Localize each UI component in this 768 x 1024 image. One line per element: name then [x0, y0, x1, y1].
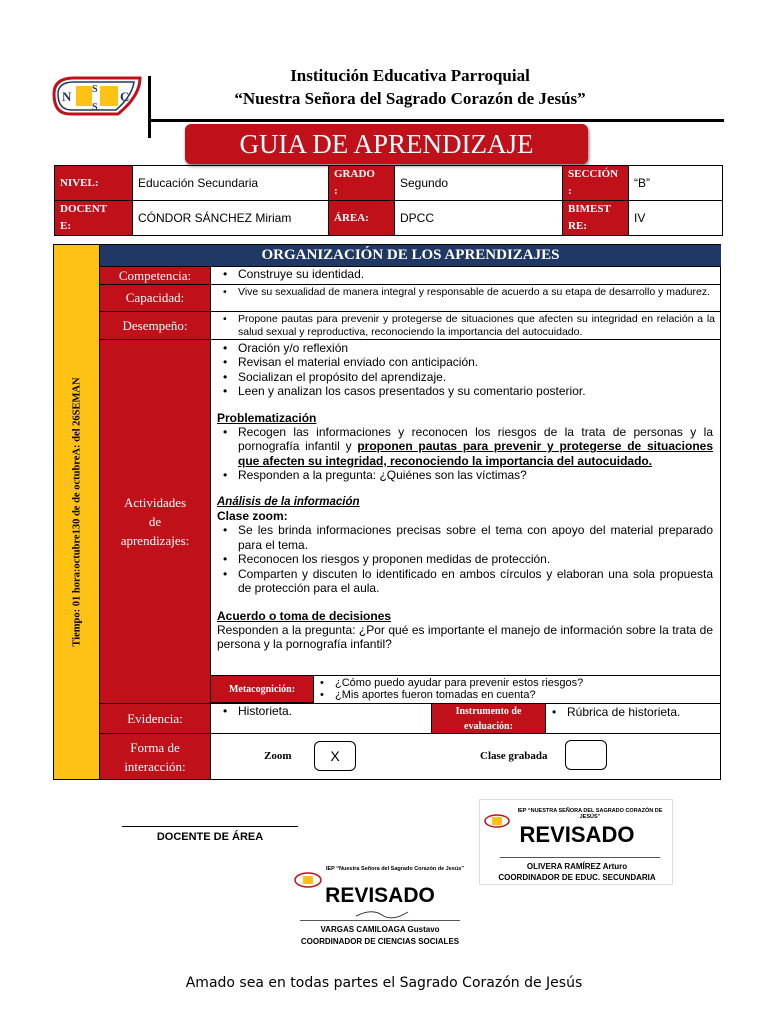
capacidad-label: Capacidad: [100, 284, 210, 311]
acuerdo-heading: Acuerdo o toma de decisiones [217, 608, 392, 623]
list-item: • Recogen las informaciones y reconocen los riesgos de la trata de personas y la pornografía infantil y proponen pautas para prevenir y protegerse de situaciones que afecten su integridad, reconociendo la importancia del autocuidado. [217, 425, 713, 468]
time-text: Tiempo: 01 hora:octubre130 de de octubreA: del 26SEMAN [71, 377, 83, 647]
page-title: GUIA DE APRENDIZAJE [185, 124, 588, 164]
desempeno-content [210, 311, 721, 339]
bimestre-label: BIMEST RE: [563, 201, 629, 236]
competencia-label: Competencia: [100, 266, 210, 284]
stamp-institution: IEP “NUESTRA SEÑORA DEL SAGRADO CORAZÓN DE JESÚS” [517, 808, 663, 820]
revisado-stamp-secundaria [479, 799, 673, 885]
bimestre-value: IV [629, 201, 723, 236]
section-title: ORGANIZACIÓN DE LOS APRENDIZAJES [100, 245, 721, 266]
capacidad-content [210, 284, 721, 311]
nivel-value: Educación Secundaria [133, 166, 329, 201]
stamp-title: REVISADO [519, 822, 635, 847]
list-item: • Historieta. [217, 705, 425, 718]
stamp-line [300, 920, 460, 921]
institution-name: Institución Educativa Parroquial [290, 66, 530, 85]
area-value: DPCC [395, 201, 563, 236]
evidencia-content [210, 703, 431, 733]
actividades-content [210, 339, 721, 675]
institution-motto-name: “Nuestra Señora del Sagrado Corazón de Jesús” [234, 89, 586, 108]
docente-area-label: DOCENTE DE ÁREA [156, 831, 264, 843]
list-item: • Oración y/o reflexión [217, 341, 713, 355]
grado-label: GRADO : [329, 166, 395, 201]
analisis-heading: Análisis de la información [217, 495, 360, 508]
clase-zoom-label: Clase zoom: [217, 509, 288, 524]
header-divider [148, 76, 151, 138]
list-item: • Comparten y discuten lo identificado en ambos círculos y elaboran una sola propuesta de protección para el aula. [217, 567, 713, 596]
acuerdo-text: Responden a la pregunta: ¿Por qué es importante el manejo de información sobre la trata de persona y la pornografía infantil? [217, 622, 713, 652]
clase-grabada-checkbox[interactable] [565, 740, 607, 770]
logo-letter: C [120, 89, 130, 104]
list-item: • Socializan el propósito del aprendizaje. [217, 370, 713, 384]
list-item: • Leen y analizan los casos presentados y su comentario posterior. [217, 384, 713, 398]
instrumento-label: Instrumento de evaluación: [431, 703, 546, 733]
stamp-role: COORDINADOR DE EDUC. SECUNDARIA [498, 873, 656, 882]
list-item: • ¿Cómo puedo ayudar para prevenir estos riesgos? [314, 677, 721, 689]
docente-label: DOCENT E: [55, 201, 133, 236]
stamp-institution: IEP “Nuestra Señora del Sagrado Corazón de Jesús” [325, 866, 465, 872]
area-label: ÁREA: [329, 201, 395, 236]
list-item: • Propone pautas para prevenir y protegerse de situaciones que afecten su integridad en relación a la salud sexual y reproductiva, reconociendo la importancia del autocuidado. [217, 313, 715, 338]
interaccion-label: Forma de interacción: [100, 733, 210, 779]
header-rule [150, 119, 724, 122]
instrumento-content [546, 703, 721, 733]
seccion-label: SECCIÓN : [563, 166, 629, 201]
logo-letter: N [62, 89, 72, 104]
list-item: • Revisan el material enviado con anticipación. [217, 355, 713, 369]
metacognicion-content [314, 675, 721, 703]
list-item: • Reconocen los riesgos y proponen medidas de protección. [217, 552, 713, 566]
stamp-name: VARGAS CAMILOAGA Gustavo [320, 925, 440, 934]
metacognicion-label: Metacognición: [210, 675, 314, 703]
nivel-label: NIVEL: [55, 166, 133, 201]
actividades-label: Actividades de aprendizajes: [100, 339, 210, 703]
info-table [54, 165, 723, 236]
signature-line [122, 826, 298, 827]
clase-grabada-label: Clase grabada [480, 750, 548, 762]
stamp-title: REVISADO [325, 884, 435, 907]
logo-letter: S [92, 102, 98, 113]
list-item: • ¿Mis aportes fueron tomadas en cuenta? [314, 689, 721, 701]
zoom-checkbox[interactable]: X [314, 741, 356, 771]
logo-letter: S [92, 84, 98, 95]
seccion-value: “B” [629, 166, 723, 201]
stamp-name: OLIVERA RAMÍREZ Arturo [526, 862, 628, 871]
revisado-stamp-sociales [292, 860, 468, 950]
competencia-content [210, 266, 721, 284]
evidencia-label: Evidencia: [100, 703, 210, 733]
list-item: • Vive su sexualidad de manera integral y responsable de acuerdo a su etapa de desarrollo y madurez. [217, 286, 715, 299]
list-item: • Rúbrica de historieta. [546, 705, 721, 719]
stamp-role: COORDINADOR DE CIENCIAS SOCIALES [300, 937, 460, 946]
problematizacion-heading: Problematización [217, 410, 317, 425]
list-item: • Responden a la pregunta: ¿Quiénes son las víctimas? [217, 468, 713, 482]
zoom-label: Zoom [264, 750, 292, 762]
grado-value: Segundo [395, 166, 563, 201]
stamp-line [500, 857, 660, 858]
desempeno-label: Desempeño: [100, 311, 210, 339]
footer-motto: Amado sea en todas partes el Sagrado Corazón de Jesús [185, 975, 583, 991]
list-item: • Se les brinda informaciones precisas sobre el tema con apoyo del material preparado para el tema. [217, 523, 713, 552]
docente-value: CÓNDOR SÁNCHEZ Miriam [133, 201, 329, 236]
list-item: • Construye su identidad. [217, 268, 715, 281]
school-logo [48, 74, 144, 118]
